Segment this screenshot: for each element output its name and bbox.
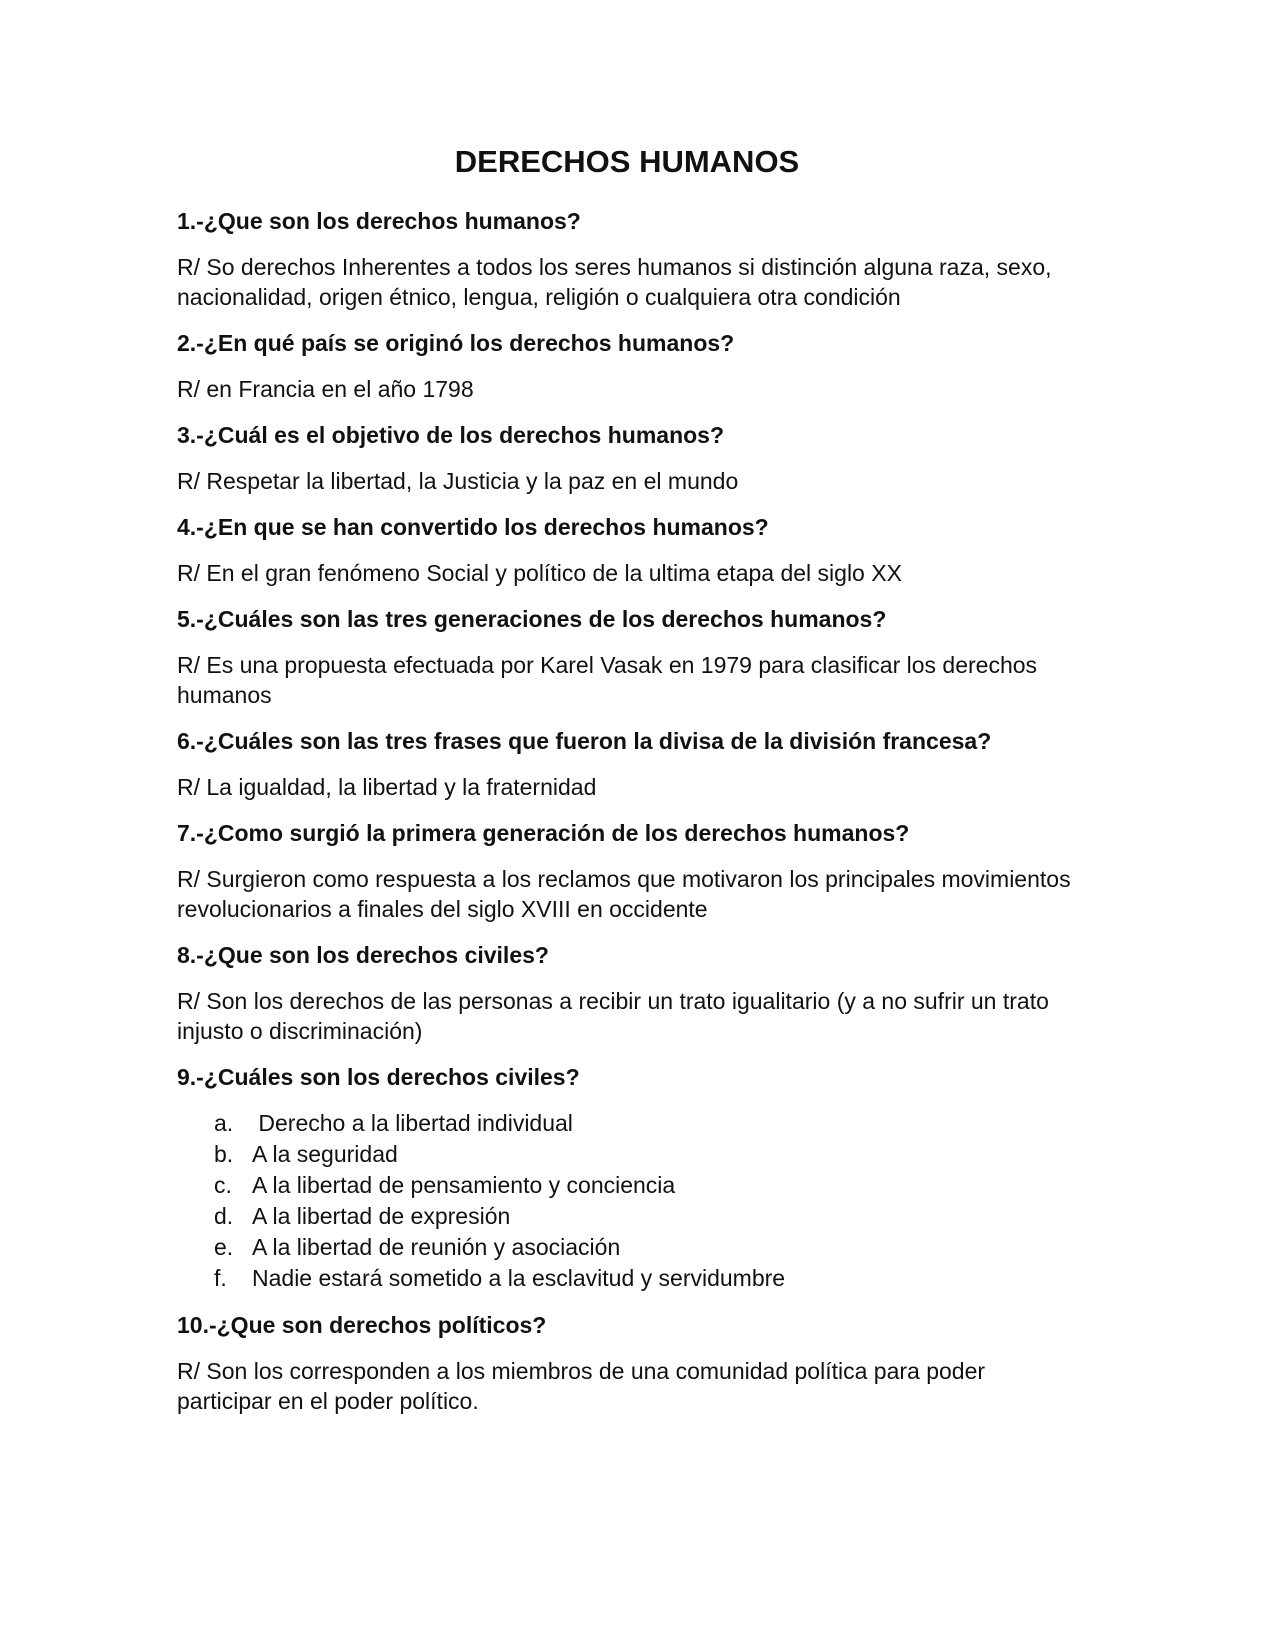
answer-3: R/ Respetar la libertad, la Justicia y la paz en el mundo [177,468,739,494]
answer-8: R/ Son los derechos de las personas a recibir un trato igualitario (y a no sufrir un trato injusto o discriminación) [177,988,1049,1044]
list-item [214,1201,1077,1232]
question-10: 10.-¿Que son derechos políticos? [177,1312,547,1338]
document-content [177,140,1077,1432]
list-item [214,1139,1077,1170]
answer-10: R/ Son los corresponden a los miembros de una comunidad política para poder participar en el poder político. [177,1358,986,1414]
list-marker: f. [214,1265,227,1291]
question-1: 1.-¿Que son los derechos humanos? [177,208,581,234]
question-6: 6.-¿Cuáles son las tres frases que fueron la divisa de la división francesa? [177,728,992,754]
answer-2: R/ en Francia en el año 1798 [177,376,474,402]
answer-4: R/ En el gran fenómeno Social y político de la ultima etapa del siglo XX [177,560,902,586]
question-2: 2.-¿En qué país se originó los derechos humanos? [177,330,735,356]
list-marker: d. [214,1203,234,1229]
civil-rights-list [177,1108,1077,1294]
question-5: 5.-¿Cuáles son las tres generaciones de los derechos humanos? [177,606,887,632]
answer-5: R/ Es una propuesta efectuada por Karel Vasak en 1979 para clasificar los derechos humanos [177,652,1038,708]
list-item [214,1232,1077,1263]
list-item [214,1263,1077,1294]
list-item-text: A la libertad de reunión y asociación [252,1234,621,1260]
answer-1: R/ So derechos Inherentes a todos los seres humanos si distinción alguna raza, sexo, nacionalidad, origen étnico, lengua, religión o cualquiera otra condición [177,254,1052,310]
answer-7: R/ Surgieron como respuesta a los reclamos que motivaron los principales movimientos revolucionarios a finales del siglo XVIII en occidente [177,866,1071,922]
list-item-text: A la libertad de expresión [252,1203,511,1229]
list-marker: c. [214,1172,232,1198]
list-item-text: Derecho a la libertad individual [252,1110,573,1136]
list-item [214,1108,1077,1139]
list-marker: b. [214,1141,234,1167]
question-8: 8.-¿Que son los derechos civiles? [177,942,549,968]
list-marker: a. [214,1110,234,1136]
document-title: DERECHOS HUMANOS [454,144,800,179]
question-3: 3.-¿Cuál es el objetivo de los derechos humanos? [177,422,725,448]
question-9: 9.-¿Cuáles son los derechos civiles? [177,1064,580,1090]
list-item [214,1170,1077,1201]
list-marker: e. [214,1234,234,1260]
question-7: 7.-¿Como surgió la primera generación de los derechos humanos? [177,820,910,846]
list-item-text: A la seguridad [252,1141,398,1167]
question-4: 4.-¿En que se han convertido los derechos humanos? [177,514,769,540]
list-item-text: Nadie estará sometido a la esclavitud y servidumbre [252,1265,786,1291]
list-item-text: A la libertad de pensamiento y conciencia [252,1172,676,1198]
answer-6: R/ La igualdad, la libertad y la fraternidad [177,774,597,800]
